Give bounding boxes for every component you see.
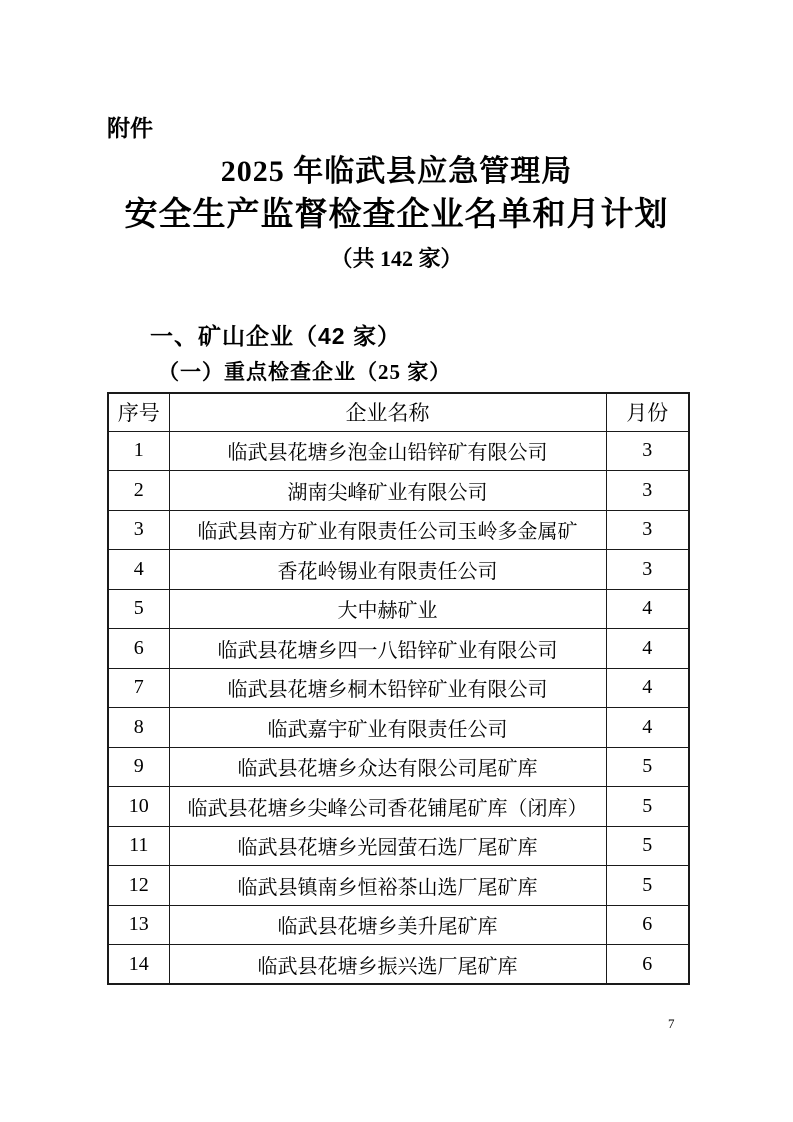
month-cell: 3 — [606, 550, 689, 590]
table-row — [108, 905, 689, 945]
month-cell: 5 — [606, 866, 689, 906]
col-serial-header: 序号 — [108, 393, 169, 431]
serial-cell: 13 — [108, 905, 169, 945]
col-month-header: 月份 — [606, 393, 689, 431]
company-cell: 大中赫矿业 — [169, 589, 606, 629]
page-title — [0, 152, 793, 238]
month-cell: 3 — [606, 510, 689, 550]
serial-cell: 2 — [108, 471, 169, 511]
page-number: 7 — [668, 1016, 675, 1031]
table-row — [108, 431, 689, 471]
company-cell: 临武县花塘乡桐木铅锌矿业有限公司 — [169, 668, 606, 708]
company-cell: 临武县镇南乡恒裕茶山选厂尾矿库 — [169, 866, 606, 906]
table-row — [108, 708, 689, 748]
table-row — [108, 826, 689, 866]
section-heading-mine-enterprises: 一、矿山企业（42 家） — [150, 323, 401, 349]
serial-cell: 8 — [108, 708, 169, 748]
table-row — [108, 747, 689, 787]
serial-cell: 5 — [108, 589, 169, 629]
company-cell: 临武县花塘乡四一八铅锌矿业有限公司 — [169, 629, 606, 669]
table-row — [108, 787, 689, 827]
serial-cell: 10 — [108, 787, 169, 827]
serial-cell: 3 — [108, 510, 169, 550]
attachment-label: 附件 — [107, 115, 153, 141]
table-row — [108, 945, 689, 985]
inspection-table — [107, 392, 690, 985]
col-company-header: 企业名称 — [169, 393, 606, 431]
company-cell: 临武县花塘乡振兴选厂尾矿库 — [169, 945, 606, 985]
serial-cell: 14 — [108, 945, 169, 985]
month-cell: 4 — [606, 589, 689, 629]
month-cell: 5 — [606, 787, 689, 827]
month-cell: 4 — [606, 708, 689, 748]
serial-cell: 6 — [108, 629, 169, 669]
company-cell: 香花岭锡业有限责任公司 — [169, 550, 606, 590]
company-cell: 临武嘉宇矿业有限责任公司 — [169, 708, 606, 748]
month-cell: 5 — [606, 747, 689, 787]
company-cell: 临武县花塘乡泡金山铅锌矿有限公司 — [169, 431, 606, 471]
month-cell: 3 — [606, 471, 689, 511]
subsection-heading-key-inspection: （一）重点检查企业（25 家） — [158, 360, 452, 384]
title-line-2: 安全生产监督检查企业名单和月计划 — [124, 197, 669, 233]
company-cell: 临武县花塘乡众达有限公司尾矿库 — [169, 747, 606, 787]
serial-cell: 7 — [108, 668, 169, 708]
total-count-label: （共 142 家） — [330, 246, 463, 271]
month-cell: 5 — [606, 826, 689, 866]
company-cell: 临武县花塘乡光园萤石选厂尾矿库 — [169, 826, 606, 866]
table-row — [108, 629, 689, 669]
title-line-1: 2025 年临武县应急管理局 — [220, 155, 573, 188]
company-cell: 临武县南方矿业有限责任公司玉岭多金属矿 — [169, 510, 606, 550]
month-cell: 4 — [606, 668, 689, 708]
table-row — [108, 471, 689, 511]
month-cell: 4 — [606, 629, 689, 669]
table-row — [108, 866, 689, 906]
serial-cell: 11 — [108, 826, 169, 866]
table-header-row — [108, 393, 689, 431]
serial-cell: 12 — [108, 866, 169, 906]
serial-cell: 9 — [108, 747, 169, 787]
company-cell: 临武县花塘乡美升尾矿库 — [169, 905, 606, 945]
table-body — [108, 431, 689, 984]
table-row — [108, 668, 689, 708]
company-cell: 临武县花塘乡尖峰公司香花铺尾矿库（闭库） — [169, 787, 606, 827]
month-cell: 6 — [606, 945, 689, 985]
company-cell: 湖南尖峰矿业有限公司 — [169, 471, 606, 511]
table-row — [108, 589, 689, 629]
serial-cell: 1 — [108, 431, 169, 471]
table-row — [108, 510, 689, 550]
serial-cell: 4 — [108, 550, 169, 590]
month-cell: 6 — [606, 905, 689, 945]
table-row — [108, 550, 689, 590]
month-cell: 3 — [606, 431, 689, 471]
